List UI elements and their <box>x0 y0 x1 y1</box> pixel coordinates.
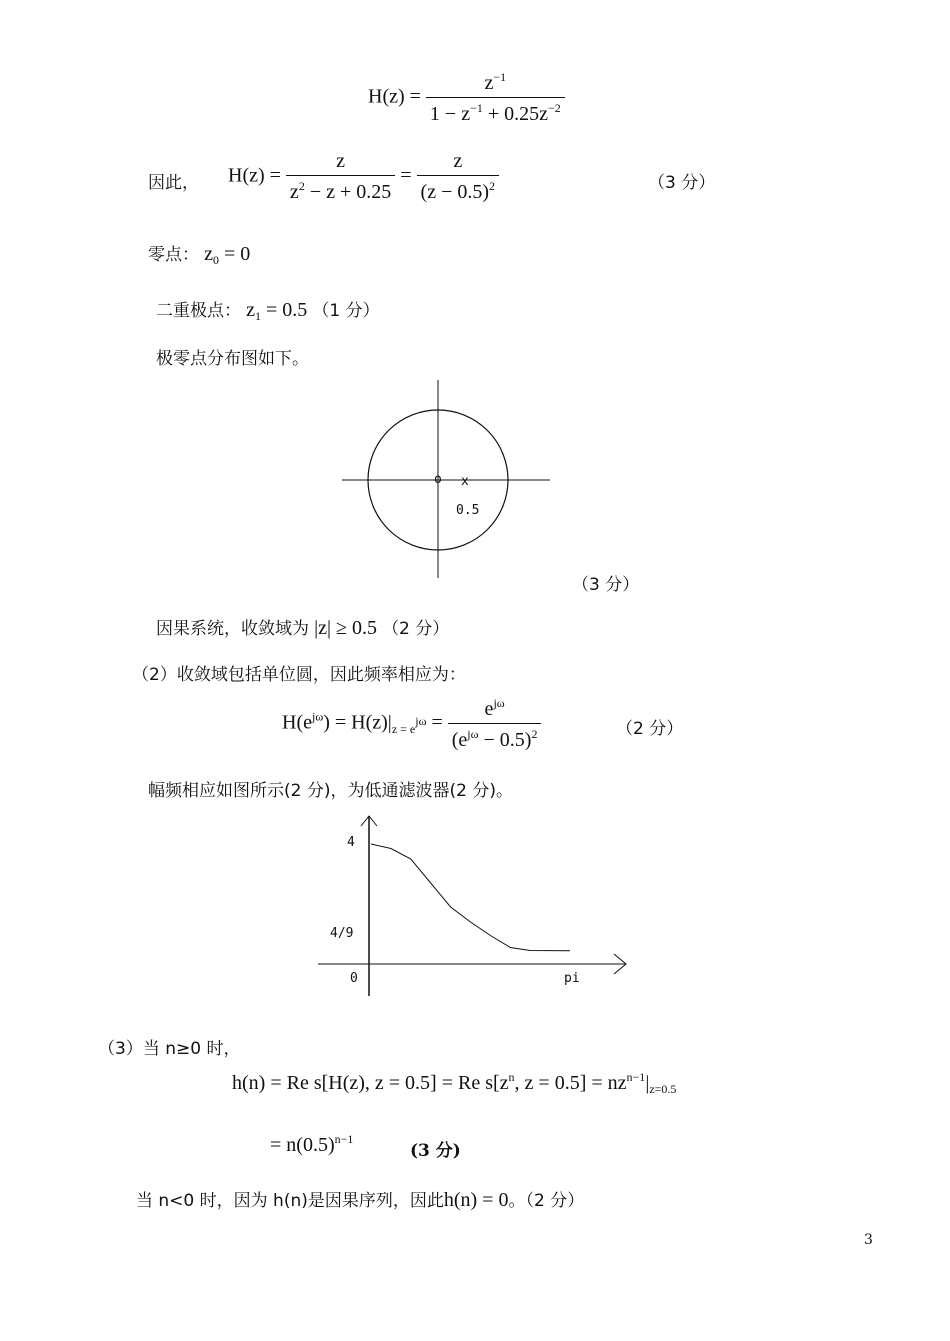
part3-heading: （3）当 n≥0 时， <box>98 1039 241 1059</box>
eq2-prefix: 因此， <box>148 173 199 193</box>
equation-impulse-result: = $n(0.5)^{n-1}$ <box>270 1132 354 1156</box>
pz-score: （3 分） <box>572 575 640 595</box>
zero-line: 零点： $z_0 = 0$ <box>148 243 251 267</box>
origin-label: 0 <box>350 971 358 986</box>
pole-line: 二重极点： $z_1 = 0.5$ （1 分） <box>156 299 380 323</box>
magnitude-caption: 幅频相应如图所示(2 分)，为低通滤波器(2 分)。 <box>148 781 513 801</box>
eq4-score: (3 分) <box>410 1141 461 1161</box>
roc-line: 因果系统，收敛域为 |z| ≥ 0.5 （2 分） <box>156 617 450 639</box>
causal-line: 当 n<0 时，因为 h(n)是因果序列，因此h(n) = 0。（2 分） <box>136 1189 585 1211</box>
eq2-fraction-2: $\frac{z}{(z - 0.5)^2}$ <box>417 150 499 204</box>
pole-marker: x <box>461 474 469 489</box>
equation-impulse-response: h(n) = Re s[H(z), z = 0.5] = Re $s[z^n$, $z = 0.5] = nz^{n-1}|_{z=0.5}$ <box>232 1070 677 1096</box>
x-end-label: pi <box>564 971 580 986</box>
pz-caption: 极零点分布图如下。 <box>156 349 309 369</box>
eq1-fraction: $\frac{z^{-1}}{1 - z^{-1} + 0.25z^{-2}}$ <box>426 70 565 126</box>
equation-transfer-function <box>368 70 565 126</box>
eq2-score: （3 分） <box>648 173 716 193</box>
y-tick-label-top: 4 <box>347 835 355 850</box>
equation-frequency-response: $H(e^{j\omega}) = H(z)|_{z = e^{j\omega}}$ = $\frac{e^{j\omega}}{(e^{j\omega} - 0.5)^2}$ <box>282 696 541 752</box>
y-tick-label-mid: 4/9 <box>330 926 354 941</box>
eq3-fraction: $\frac{e^{j\omega}}{(e^{j\omega} - 0.5)^2}$ <box>448 696 542 752</box>
eq2-fraction-1: $\frac{z}{z^2 - z + 0.25}$ <box>286 150 395 204</box>
eq1-lhs: H(z) = <box>368 85 421 108</box>
page-number: 3 <box>864 1232 873 1248</box>
pole-zero-plot <box>330 372 570 586</box>
pole-value-label: 0.5 <box>456 503 480 518</box>
eq3-score: （2 分） <box>616 719 684 739</box>
magnitude-response-plot <box>310 810 640 1000</box>
zero-marker: o <box>434 472 442 487</box>
equation-simplified: H(z) = $\frac{z}{z^2 - z + 0.25}$ = $\frac{z}{(z - 0.5)^2}$ <box>228 150 499 204</box>
part2-heading: （2）收敛域包括单位圆，因此频率相应为： <box>132 665 466 685</box>
magnitude-curve <box>371 844 570 951</box>
